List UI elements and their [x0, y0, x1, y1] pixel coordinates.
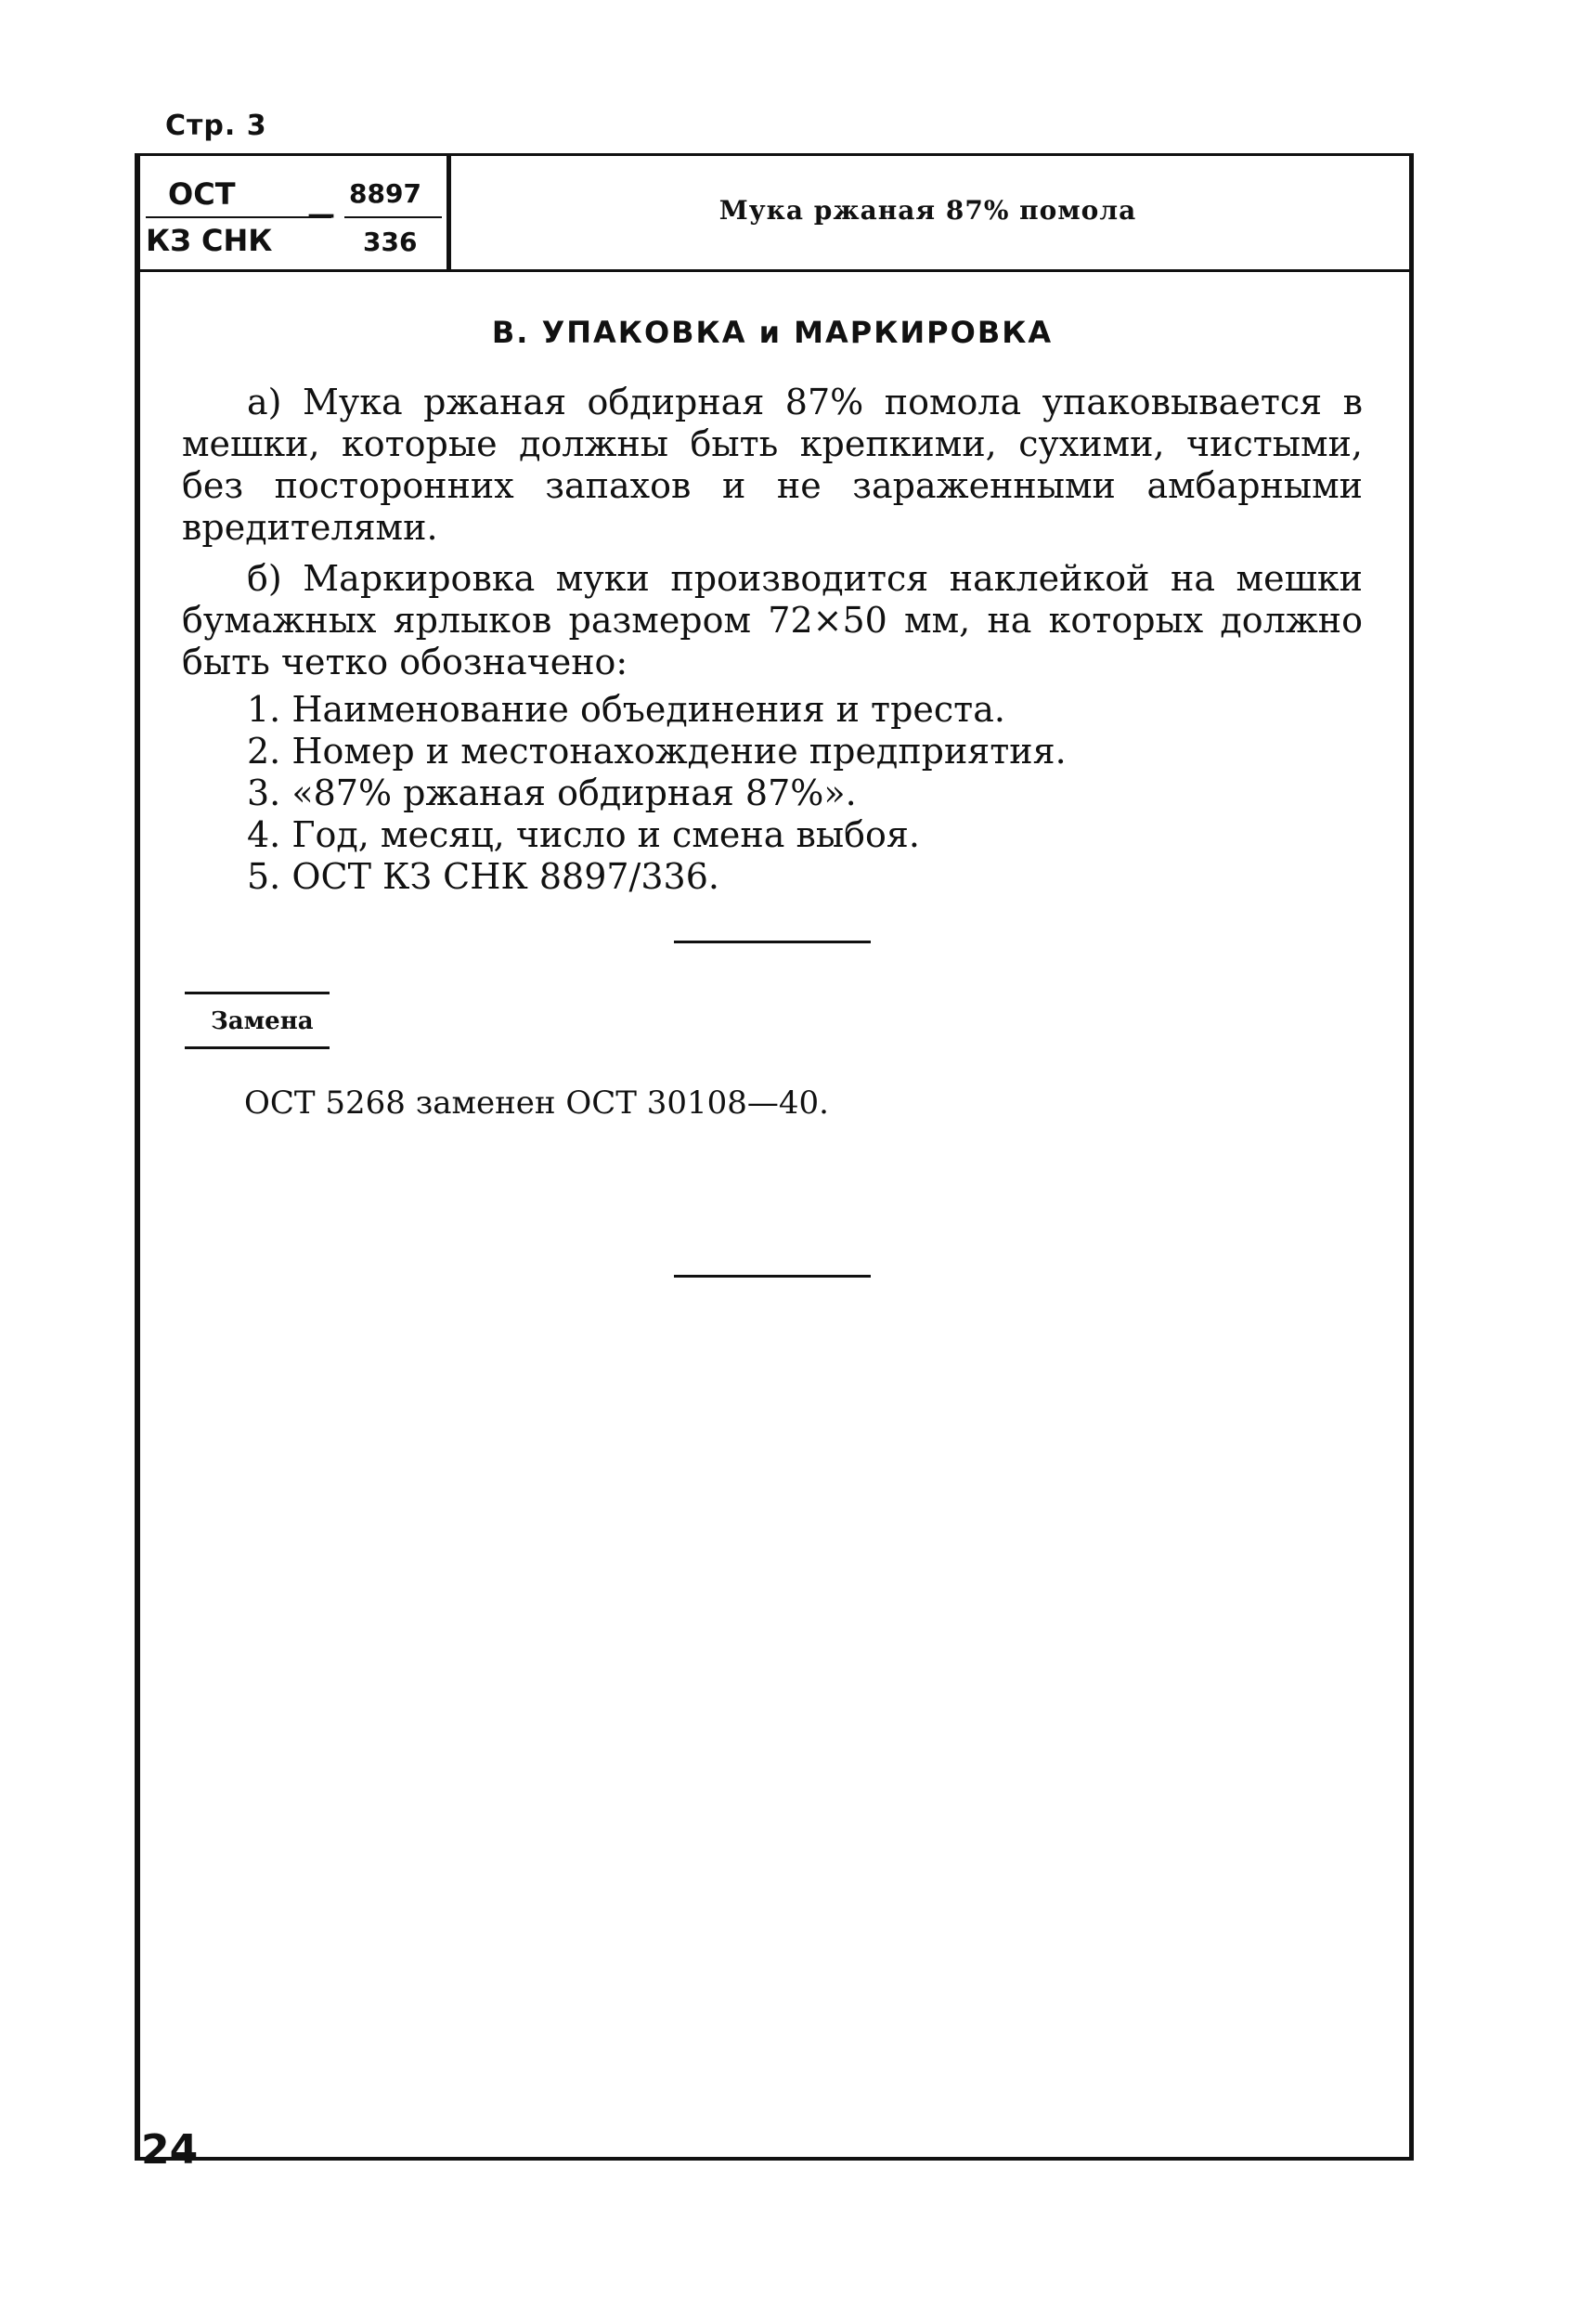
list-item: 5. ОСТ КЗ СНК 8897/336. [247, 856, 719, 897]
list-item: 2. Номер и местонахождение предприятия. [247, 731, 1067, 772]
marking-list [182, 689, 1363, 898]
page-label: Стр. 3 [165, 110, 267, 142]
footer-page-number: 24 [141, 2126, 199, 2174]
code-number-bottom: 336 [363, 227, 418, 257]
section-divider [674, 941, 871, 943]
paragraph-a: а) Мука ржаная обдирная 87% помола упаковывается в мешки, которые должны быть крепкими, сухими, чистыми, без посторонних запахов и не зараженными амбарными вредителями. [182, 382, 1363, 548]
document-body [182, 305, 1363, 898]
code-divider-left [146, 216, 331, 218]
code-ost: ОСТ [168, 176, 236, 212]
code-kz-snk: КЗ СНК [146, 223, 273, 258]
replacement-label: Замена [185, 992, 330, 1049]
standard-code-block [140, 156, 451, 269]
document-frame [135, 153, 1414, 2161]
section-title: В. УПАКОВКА и МАРКИРОВКА [491, 315, 1054, 350]
document-title: Мука ржаная 87% помола [718, 195, 1137, 226]
replacement-text: ОСТ 5268 заменен ОСТ 30108—40. [244, 1084, 829, 1122]
code-dash: — [307, 199, 335, 231]
list-item: 4. Год, месяц, число и смена выбоя. [247, 814, 920, 855]
replacement-block [185, 992, 330, 1049]
list-item: 3. «87% ржаная обдирная 87%». [247, 773, 857, 813]
end-divider [674, 1275, 871, 1278]
code-number-top: 8897 [349, 178, 421, 209]
list-item: 1. Наименование объединения и треста. [247, 689, 1005, 730]
document-header [140, 156, 1409, 272]
code-divider-right [344, 216, 442, 218]
paragraph-b: б) Маркировка муки производится наклейкой на мешки бумажных ярлыков размером 72×50 мм, на которых должно быть четко обозначено: [182, 558, 1363, 682]
